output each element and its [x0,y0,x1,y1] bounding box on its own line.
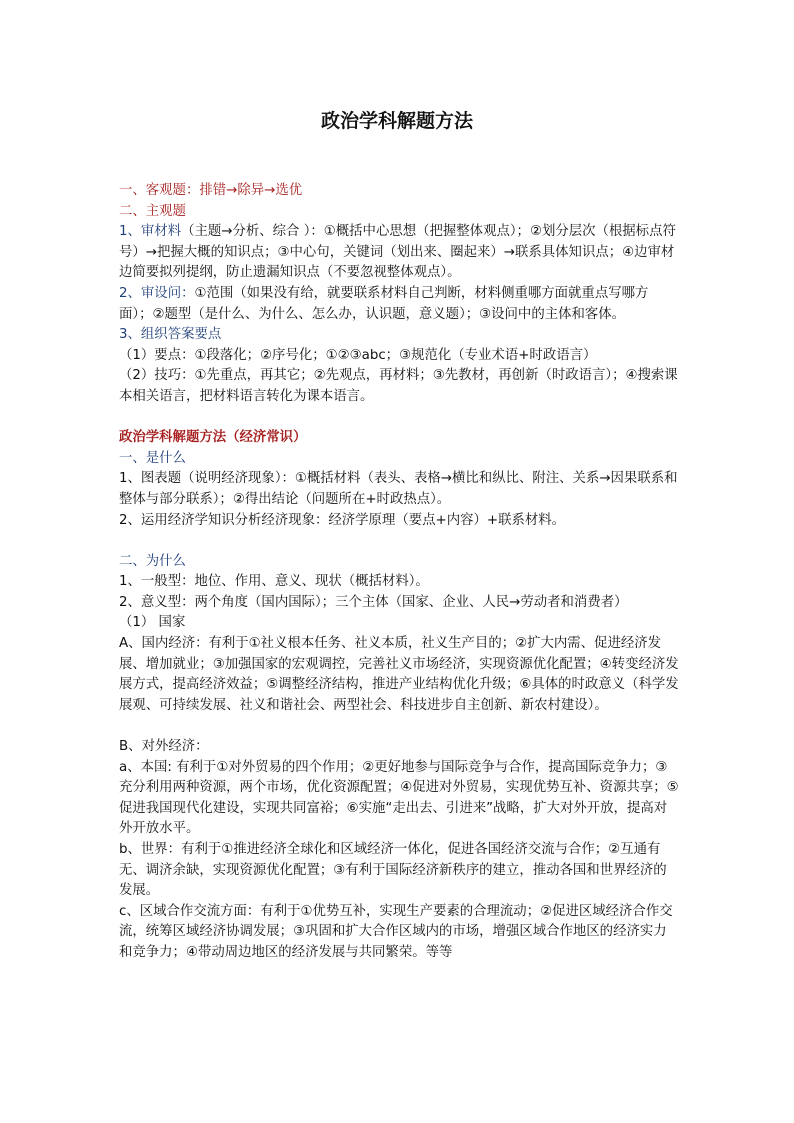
domestic-economy-paragraph: A、国内经济：有利于①社义根本任务、社义本质，社义生产目的；②扩大内需、促进经济发展、增加就业；③加强国家的宏观调控，完善社义市场经济，实现资源优化配置；④转变经济发展方式，提高经济效益；⑤调整经济结构，推进产业结构优化升级；⑥具体的时政意义（科学发展观、可持续发展、社义和谐社会、两型社会、科技进步自主创新、新农村建设）。 [119,636,679,713]
organize-answer-heading: 3、组织答案要点 [119,327,222,343]
home-country-paragraph: a、本国: 有利于①对外贸易的四个作用；②更好地参与国际竞争与合作，提高国际竞争力；③充分利用两种资源，两个市场，优化资源配置；④促进对外贸易，实现优势互补、资源共享；⑤促进我国现代化建设，实现共同富裕；⑥实施“走出去、引进来”战略，扩大对外开放，提高对外开放水平。 [119,759,679,837]
why-heading: 二、为什么 [119,553,186,569]
objective-heading: 一、客观题：排错→除异→选优 [119,183,303,198]
key-points-line: （1）要点：①段落化；②序号化；①②③abc；③规范化（专业术语+时政语言） [119,347,597,363]
spacer [119,531,679,552]
review-question-head: 2、审设问： [119,285,195,301]
review-material-paragraph [119,222,679,284]
country-subheading: （1） 国家 [119,615,186,631]
analysis-paragraph: 2、运用经济学知识分析经济现象：经济学原理（要点+内容）+联系材料。 [119,512,566,528]
chart-question-paragraph: 1、图表题（说明经济现象）：①概括材料（表头、表格→横比和纵比、附注、关系→因果联系和整体与部分联系）；②得出结论（问题所在+时政热点）。 [119,471,678,507]
spacer [119,408,679,429]
general-type-line: 1、一般型：地位、作用、意义、现状（概括材料）。 [119,574,429,590]
subjective-heading: 二、主观题 [119,203,186,219]
review-question-paragraph [119,284,679,325]
significance-type-line: 2、意义型：两个角度（国内国际）；三个主体（国家、企业、人民→劳动者和消费者） [119,594,628,610]
what-heading: 一、是什么 [119,450,186,466]
document-body [119,181,679,964]
regional-cooperation-paragraph: c、区域合作交流方面：有利于①优势互补，实现生产要素的合理流动；②促进区域经济合作交流，统筹区域经济协调发展；③巩固和扩大合作区域内的市场，增强区域合作地区的经济实力和竞争力；④带动周边地区的经济发展与共同繁荣。等等 [119,903,673,960]
spacer [119,716,679,737]
review-question-text: ①范围（如果没有给，就要联系材料自己判断，材料侧重哪方面就重点写哪方面）；②题型（是什么、为什么、怎么办，认识题，意义题）；③设问中的主体和客体。 [119,285,649,322]
page-title: 政治学科解题方法 [320,110,473,132]
review-material-head: 1、审材料 [119,224,182,240]
economics-section-title: 政治学科解题方法（经济常识） [119,430,307,446]
skills-paragraph: （2）技巧：①先重点，再其它；②先观点，再材料；③先教材，再创新（时政语言）；④搜索课本相关语言，把材料语言转化为课本语言。 [119,368,678,404]
foreign-economy-heading: B、对外经济： [119,739,209,755]
review-material-text: （主题→分析、综合 ）：①概括中心思想（把握整体观点）；②划分层次（根据标点符号）→把握大概的知识点；③中心句，关键词（划出来、圈起来）→联系具体知识点；④边审材边简要拟列提纲，防止遗漏知识点（不要忽视整体观点）。 [119,224,676,281]
world-paragraph: b、世界：有利于①推进经济全球化和区域经济一体化，促进各国经济交流与合作；②互通有无、调济余缺，实现资源优化配置；③有利于国际经济新秩序的建立，推动各国和世界经济的发展。 [119,842,667,899]
